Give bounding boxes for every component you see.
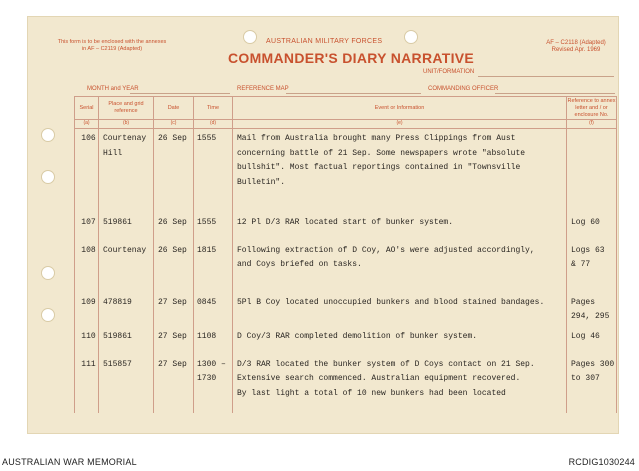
entry-reference-line: 519861 <box>103 217 132 227</box>
col-letter: (b) <box>99 120 154 129</box>
entry-remarks-line: Pages <box>571 297 596 307</box>
entry-remarks <box>567 293 617 327</box>
narrative-table <box>74 96 617 413</box>
reference-map-label: REFERENCE MAP <box>237 86 289 92</box>
entry-remarks <box>567 327 617 355</box>
entry-reference <box>99 293 154 327</box>
entry-reference <box>99 355 154 413</box>
entry-serial: 110 <box>75 327 99 355</box>
entry-event-line: By last light a total of 10 new bunkers had been located <box>237 388 506 398</box>
entry-remarks <box>567 241 617 293</box>
entry-reference <box>99 327 154 355</box>
entry-reference <box>99 213 154 241</box>
entry-remarks-line: Logs 63 <box>571 245 605 255</box>
entry-time <box>194 293 233 327</box>
entry-date: 26 Sep <box>154 213 194 241</box>
unit-label: UNIT/FORMATION <box>423 69 475 75</box>
col-letter: (a) <box>75 120 99 129</box>
entry-event-line: bullshit". Most factual reportings contained in "Townsville <box>237 163 521 172</box>
form-code-label: AF – C2118 (Adapted) <box>546 40 606 46</box>
entry-event-line: Extensive search commenced. Australian equipment recovered. <box>237 374 521 383</box>
entry-event <box>233 241 567 293</box>
col-letter: (f) <box>567 120 617 129</box>
table-row <box>75 293 617 327</box>
col-serial: Serial <box>75 97 99 120</box>
col-date: Date <box>154 97 194 120</box>
entry-serial: 111 <box>75 355 99 413</box>
table-row <box>75 327 617 355</box>
entry-reference <box>99 241 154 293</box>
entry-date: 26 Sep <box>154 241 194 293</box>
entry-event-line: and Coys briefed on tasks. <box>237 260 362 269</box>
entry-remarks-line: & 77 <box>571 260 591 269</box>
entry-remarks <box>567 355 617 413</box>
organisation-name: AUSTRALIAN MILITARY FORCES <box>266 38 383 45</box>
table-row <box>75 241 617 293</box>
entry-date: 27 Sep <box>154 293 194 327</box>
punch-hole <box>404 30 418 44</box>
entry-event-line: 5Pl B Coy located unoccupied bunkers and blood stained bandages. <box>237 297 545 307</box>
unit-line <box>478 76 614 77</box>
entry-time <box>194 327 233 355</box>
month-line <box>130 93 230 94</box>
form-code <box>536 40 616 54</box>
entry-event <box>233 129 567 213</box>
punch-hole <box>41 170 55 184</box>
entry-remarks-line: Log 60 <box>571 217 600 227</box>
table-row <box>75 129 617 213</box>
entry-event-line: Following extraction of D Coy, AO's were adjusted accordingly, <box>237 245 535 255</box>
punch-hole <box>243 30 257 44</box>
entry-date: 26 Sep <box>154 129 194 213</box>
entry-time-line: 1108 <box>197 331 217 341</box>
punch-hole <box>41 128 55 142</box>
col-reference: Place and grid reference <box>99 97 154 120</box>
col-letter: (c) <box>154 120 194 129</box>
entry-reference-line: 515857 <box>103 359 132 369</box>
col-letter: (e) <box>233 120 567 129</box>
entry-reference-line: 478819 <box>103 297 132 307</box>
subheader-row <box>75 120 617 129</box>
entry-event-line: 12 Pl D/3 RAR located start of bunker system. <box>237 217 454 227</box>
form-title: COMMANDER'S DIARY NARRATIVE <box>228 50 475 66</box>
form-revised: Revised Apr. 1969 <box>551 47 601 53</box>
entry-event-line: D Coy/3 RAR completed demolition of bunker system. <box>237 331 478 341</box>
officer-line <box>495 93 615 94</box>
entry-event-line: concerning battle of 21 Sep. Some newspapers wrote "absolute <box>237 148 526 158</box>
entry-event <box>233 213 567 241</box>
entry-remarks-line: Pages 300 <box>571 359 615 369</box>
entry-time <box>194 129 233 213</box>
entry-reference-line: Hill <box>103 148 123 158</box>
entry-serial: 108 <box>75 241 99 293</box>
punch-hole <box>41 308 55 322</box>
entry-remarks-line: 294, 295 <box>571 312 610 321</box>
col-remarks: Reference to annex letter and / or enclosure No. <box>567 97 616 118</box>
month-year-label: MONTH and YEAR <box>87 86 139 92</box>
entry-reference-line: Courtenay <box>103 245 147 255</box>
col-time: Time <box>194 97 233 120</box>
form-enclosure-note: This form is to be enclosed with the annexes in AF – C2119 (Adapted) <box>57 39 167 52</box>
entry-event <box>233 327 567 355</box>
footer-id: RCDIG1030244 <box>568 457 635 467</box>
entry-time <box>194 213 233 241</box>
entry-serial: 109 <box>75 293 99 327</box>
entries-body <box>75 129 617 413</box>
entry-time-line: 1555 <box>197 217 217 227</box>
commanding-officer-label: COMMANDING OFFICER <box>428 86 499 92</box>
entry-time <box>194 241 233 293</box>
table-row <box>75 213 617 241</box>
entry-time-line: 0845 <box>197 297 217 307</box>
header-row <box>75 97 617 120</box>
entry-event <box>233 355 567 413</box>
table-row <box>75 355 617 413</box>
entry-reference <box>99 129 154 213</box>
col-event: Event or Information <box>233 97 567 120</box>
entry-reference-line: Courtenay <box>103 134 147 143</box>
entry-event-line: Bulletin". <box>237 177 286 187</box>
entry-time-line: 1730 <box>197 374 217 383</box>
entry-time-line: 1815 <box>197 245 217 255</box>
entry-time-line: 1300 – <box>197 359 226 369</box>
punch-hole <box>41 266 55 280</box>
entry-event-line: Mail from Australia brought many Press Clippings from Aust <box>237 134 516 143</box>
col-letter: (d) <box>194 120 233 129</box>
entry-remarks <box>567 213 617 241</box>
entry-remarks-line: to 307 <box>571 374 600 383</box>
entry-event <box>233 293 567 327</box>
entry-remarks <box>567 129 617 213</box>
entry-date: 27 Sep <box>154 327 194 355</box>
entry-reference-line: 519861 <box>103 331 132 341</box>
entry-time <box>194 355 233 413</box>
entry-date: 27 Sep <box>154 355 194 413</box>
footer-source: AUSTRALIAN WAR MEMORIAL <box>2 457 137 467</box>
entry-remarks-line: Log 46 <box>571 331 600 341</box>
entry-serial: 107 <box>75 213 99 241</box>
refmap-line <box>286 93 421 94</box>
entry-serial: 106 <box>75 129 99 213</box>
entry-time-line: 1555 <box>197 134 217 143</box>
entry-event-line: D/3 RAR located the bunker system of D Coys contact on 21 Sep. <box>237 359 535 369</box>
